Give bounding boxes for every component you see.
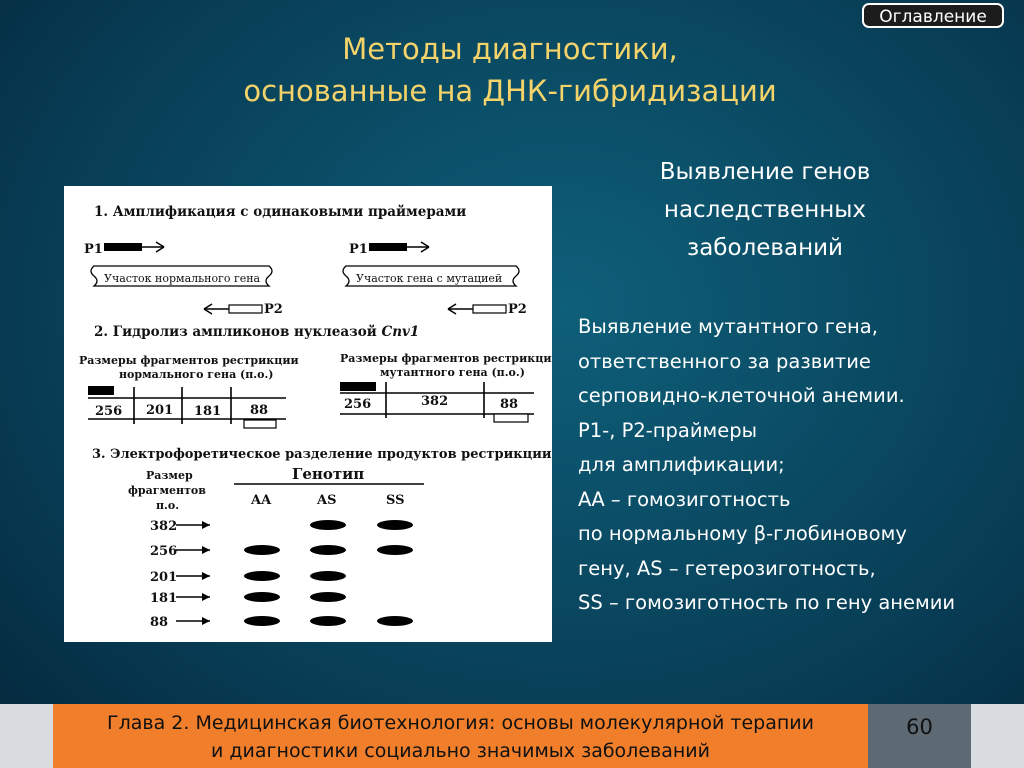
gel-band xyxy=(310,592,346,602)
gel-band xyxy=(377,616,413,626)
normal-fragment-label: 181 xyxy=(194,404,222,419)
genotype-as: AS xyxy=(317,493,337,508)
size-axis-label-2: фрагментов xyxy=(128,484,206,497)
step2-enzyme: Cnv1 xyxy=(381,324,420,340)
normal-gene-segment-label: Участок нормального гена xyxy=(104,272,261,285)
gel-electrophoresis xyxy=(150,519,413,630)
gel-size-label: 382 xyxy=(150,519,178,534)
normal-sizes-caption-1: Размеры фрагментов рестрикции xyxy=(79,354,299,367)
description-line: Р1-, Р2-праймеры xyxy=(578,418,758,442)
description-line: гену, АS – гетерозиготность, xyxy=(578,556,876,580)
mutant-fragment-label: 382 xyxy=(421,394,449,409)
primer-p1-bar xyxy=(104,243,142,251)
normal-fragment-label: 256 xyxy=(95,404,123,419)
primer-p2-bar xyxy=(229,305,262,313)
subhead-line-1: Выявление генов xyxy=(659,159,871,185)
mutant-sizes-caption-1: Размеры фрагментов рестрикции xyxy=(340,352,552,365)
mutant-fragment-probe-bar xyxy=(340,382,376,391)
primer-p1-label: P1 xyxy=(84,242,103,257)
description-line: серповидно-клеточной анемии. xyxy=(578,384,905,407)
mutant-primer-p2-label: P2 xyxy=(508,302,527,317)
chapter-line-1: Глава 2. Медицинская биотехнология: основы молекулярной терапии xyxy=(107,712,814,734)
dna-diagnostics-figure xyxy=(64,186,552,642)
mutant-primer-p2-bar xyxy=(473,305,506,313)
gel-band xyxy=(310,571,346,581)
genotype-aa: AA xyxy=(251,493,272,508)
arrow-head-icon xyxy=(202,593,210,601)
description-line: Выявление мутантного гена, xyxy=(578,315,878,338)
chapter-line-2: и диагностики социально значимых заболеваний xyxy=(211,740,710,762)
figure-svg xyxy=(64,186,552,642)
subhead-line-3: заболеваний xyxy=(686,235,843,261)
normal-sizes-caption-2: нормального гена (п.о.) xyxy=(119,368,274,381)
title-line-2: основанные на ДНК-гибридизации xyxy=(243,74,777,108)
arrow-head-icon xyxy=(202,617,210,625)
mutant-primer-p1-bar xyxy=(369,243,407,251)
title-line-1: Методы диагностики, xyxy=(342,32,678,66)
mutant-fragment-primer-bar xyxy=(494,414,528,422)
step1-heading: 1. Амплификация с одинаковыми праймерами xyxy=(94,204,467,220)
slide-title xyxy=(150,28,870,112)
primer-p2-label: P2 xyxy=(264,302,283,317)
description-line: SS – гомозиготность по гену анемии xyxy=(578,591,956,614)
gel-band xyxy=(244,571,280,581)
gel-size-label: 256 xyxy=(150,544,178,559)
size-axis-label-3: п.о. xyxy=(156,499,180,512)
genotype-ss: SS xyxy=(386,493,405,508)
description-line: ответственного за развитие xyxy=(578,349,871,373)
mutant-sizes-caption-2: мутантного гена (п.о.) xyxy=(380,366,525,379)
gel-band xyxy=(244,592,280,602)
chapter-footer xyxy=(53,704,868,768)
gel-size-label: 88 xyxy=(150,615,169,630)
gel-size-label: 181 xyxy=(150,591,178,606)
genotype-label: Генотип xyxy=(292,465,365,483)
normal-fragment-probe-bar xyxy=(88,386,114,395)
table-of-contents-button[interactable]: Оглавление xyxy=(862,3,1004,28)
gel-size-label: 201 xyxy=(150,570,178,585)
mutant-primer-p1-label: P1 xyxy=(349,242,368,257)
step2-text: 2. Гидролиз ампликонов нуклеазой xyxy=(94,324,382,340)
gel-band xyxy=(244,616,280,626)
step3-heading: 3. Электрофоретическое разделение продуктов рестрикции xyxy=(92,447,552,462)
gel-band xyxy=(377,545,413,555)
description-line: АА – гомозиготность xyxy=(578,487,791,511)
size-axis-label-1: Размер xyxy=(146,469,193,482)
mutant-fragment-label: 88 xyxy=(500,397,519,412)
description-line: для амплификации; xyxy=(578,453,785,476)
mutant-gene-segment-label: Участок гена с мутацией xyxy=(356,272,503,285)
mutant-fragment-label: 256 xyxy=(344,397,372,412)
normal-fragment-label: 201 xyxy=(146,403,174,418)
gel-band xyxy=(244,545,280,555)
arrow-head-icon xyxy=(202,572,210,580)
gel-band xyxy=(310,520,346,530)
normal-fragment-primer-bar xyxy=(244,420,276,428)
gel-band xyxy=(310,545,346,555)
step2-heading xyxy=(94,324,419,340)
description-text xyxy=(578,310,1018,621)
arrow-head-icon xyxy=(202,521,210,529)
gel-band xyxy=(377,520,413,530)
page-number: 60 xyxy=(868,704,971,768)
gel-band xyxy=(310,616,346,626)
section-subheading xyxy=(600,153,930,267)
description-line: по нормальному β-глобиновому xyxy=(578,522,907,545)
subhead-line-2: наследственных xyxy=(663,197,867,223)
normal-fragment-label: 88 xyxy=(250,403,269,418)
arrow-head-icon xyxy=(202,546,210,554)
